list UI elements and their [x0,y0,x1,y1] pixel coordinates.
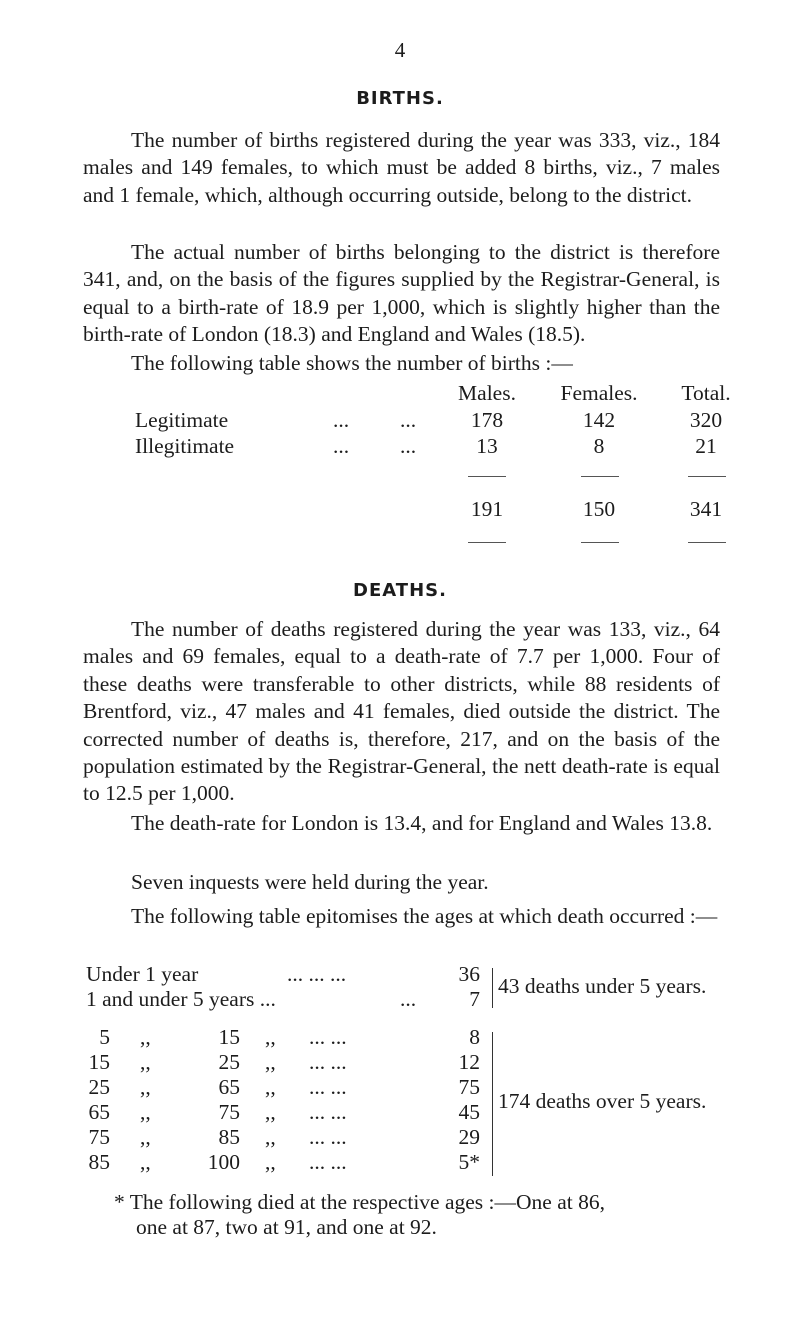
brace-under-5 [492,968,493,1008]
age-dots: ... ... [309,1075,347,1099]
divider [688,476,726,477]
males-value: 178 [470,408,504,432]
age-dots: ... [400,987,417,1011]
ditto-mark: ,, [265,1050,276,1074]
total-value: 320 [689,408,723,432]
divider [468,476,506,477]
divider [581,476,619,477]
ditto-mark: ,, [140,1125,151,1149]
deaths-paragraph-1: The number of deaths registered during the year was 133, viz., 64 males and 69 females, equal to a death-rate of 7.7 per 1,000. Four of these deaths were transferable to other districts, while 88 residents of Brentford, viz., 47 males and 41 females, died outside the district. The corrected number of deaths is, therefore, 217, and on the basis of the population estimated by the Registrar-General, the nett death-rate is equal to 12.5 per 1,000. [83,617,720,806]
age-dots: ... ... ... [287,962,347,986]
ditto-mark: ,, [140,1100,151,1124]
brace-over-5 [492,1032,493,1176]
age-from: 85 [88,1150,110,1174]
ditto-mark: ,, [265,1100,276,1124]
age-label: 1 and under 5 years ... [86,987,276,1011]
age-to: 75 [218,1100,240,1124]
group-over-5-label: 174 deaths over 5 years. [498,1089,707,1113]
header-total: Total. [681,381,731,405]
age-count: 45 [458,1100,480,1124]
row-lead-dots: ... [400,408,417,432]
births-paragraph-1: The number of births registered during the year was 333, viz., 184 males and 149 females, to which must be added 8 births, viz., 7 males and 1 female, which, although occurring outside, belong to the district. [83,128,720,207]
ditto-mark: ,, [265,1075,276,1099]
births-heading: BIRTHS. [356,88,444,109]
row-dots: ... [333,408,350,432]
deaths-paragraph-4: The following table epitomises the ages at which death occurred :— [131,904,718,928]
header-females: Females. [560,381,638,405]
group-under-5-label: 43 deaths under 5 years. [498,974,707,998]
age-dots: ... ... [309,1125,347,1149]
age-count: 36 [458,962,480,986]
age-count: 5* [458,1150,480,1174]
row-label: Illegitimate [135,434,235,458]
row-dots: ... [333,434,350,458]
age-from: 25 [88,1075,110,1099]
age-count: 8 [469,1025,480,1049]
males-value: 13 [476,434,498,458]
ditto-mark: ,, [140,1025,151,1049]
age-to: 85 [218,1125,240,1149]
deaths-paragraph-2: The death-rate for London is 13.4, and for England and Wales 13.8. [131,811,713,835]
age-from: 65 [88,1100,110,1124]
age-dots: ... ... [309,1150,347,1174]
females-total: 150 [582,497,616,521]
age-count: 12 [458,1050,480,1074]
age-dots: ... ... [309,1025,347,1049]
divider [581,542,619,543]
age-count: 7 [469,987,480,1011]
age-to: 15 [218,1025,240,1049]
row-label: Legitimate [135,408,229,432]
ditto-mark: ,, [140,1150,151,1174]
age-to: 65 [218,1075,240,1099]
divider [468,542,506,543]
age-from: 75 [88,1125,110,1149]
deaths-heading: DEATHS. [353,580,447,601]
divider [688,542,726,543]
age-from: 5 [99,1025,110,1049]
females-value: 142 [582,408,616,432]
header-males: Males. [458,381,516,405]
row-lead-dots: ... [400,434,417,458]
births-table-intro: The following table shows the number of births :— [131,351,573,375]
age-to: 25 [218,1050,240,1074]
grand-total: 341 [689,497,723,521]
age-from: 15 [88,1050,110,1074]
ditto-mark: ,, [265,1150,276,1174]
ditto-mark: ,, [140,1075,151,1099]
age-count: 29 [458,1125,480,1149]
males-total: 191 [470,497,504,521]
page-number: 4 [394,38,406,62]
age-dots: ... ... [309,1100,347,1124]
age-dots: ... ... [309,1050,347,1074]
age-count: 75 [458,1075,480,1099]
ditto-mark: ,, [265,1025,276,1049]
females-value: 8 [593,434,605,458]
age-label: Under 1 year [86,962,199,986]
footnote-line-2: one at 87, two at 91, and one at 92. [136,1215,437,1239]
footnote-line-1: * The following died at the respective ages :—One at 86, [114,1190,605,1214]
deaths-paragraph-3: Seven inquests were held during the year. [131,870,489,894]
total-value: 21 [695,434,717,458]
age-to: 100 [207,1150,240,1174]
ditto-mark: ,, [265,1125,276,1149]
ditto-mark: ,, [140,1050,151,1074]
births-paragraph-2: The actual number of births belonging to the district is therefore 341, and, on the basis of the figures supplied by the Registrar-General, is equal to a birth-rate of 18.9 per 1,000, which is slightly higher than the birth-rate of London (18.3) and England and Wales (18.5). [83,240,720,347]
